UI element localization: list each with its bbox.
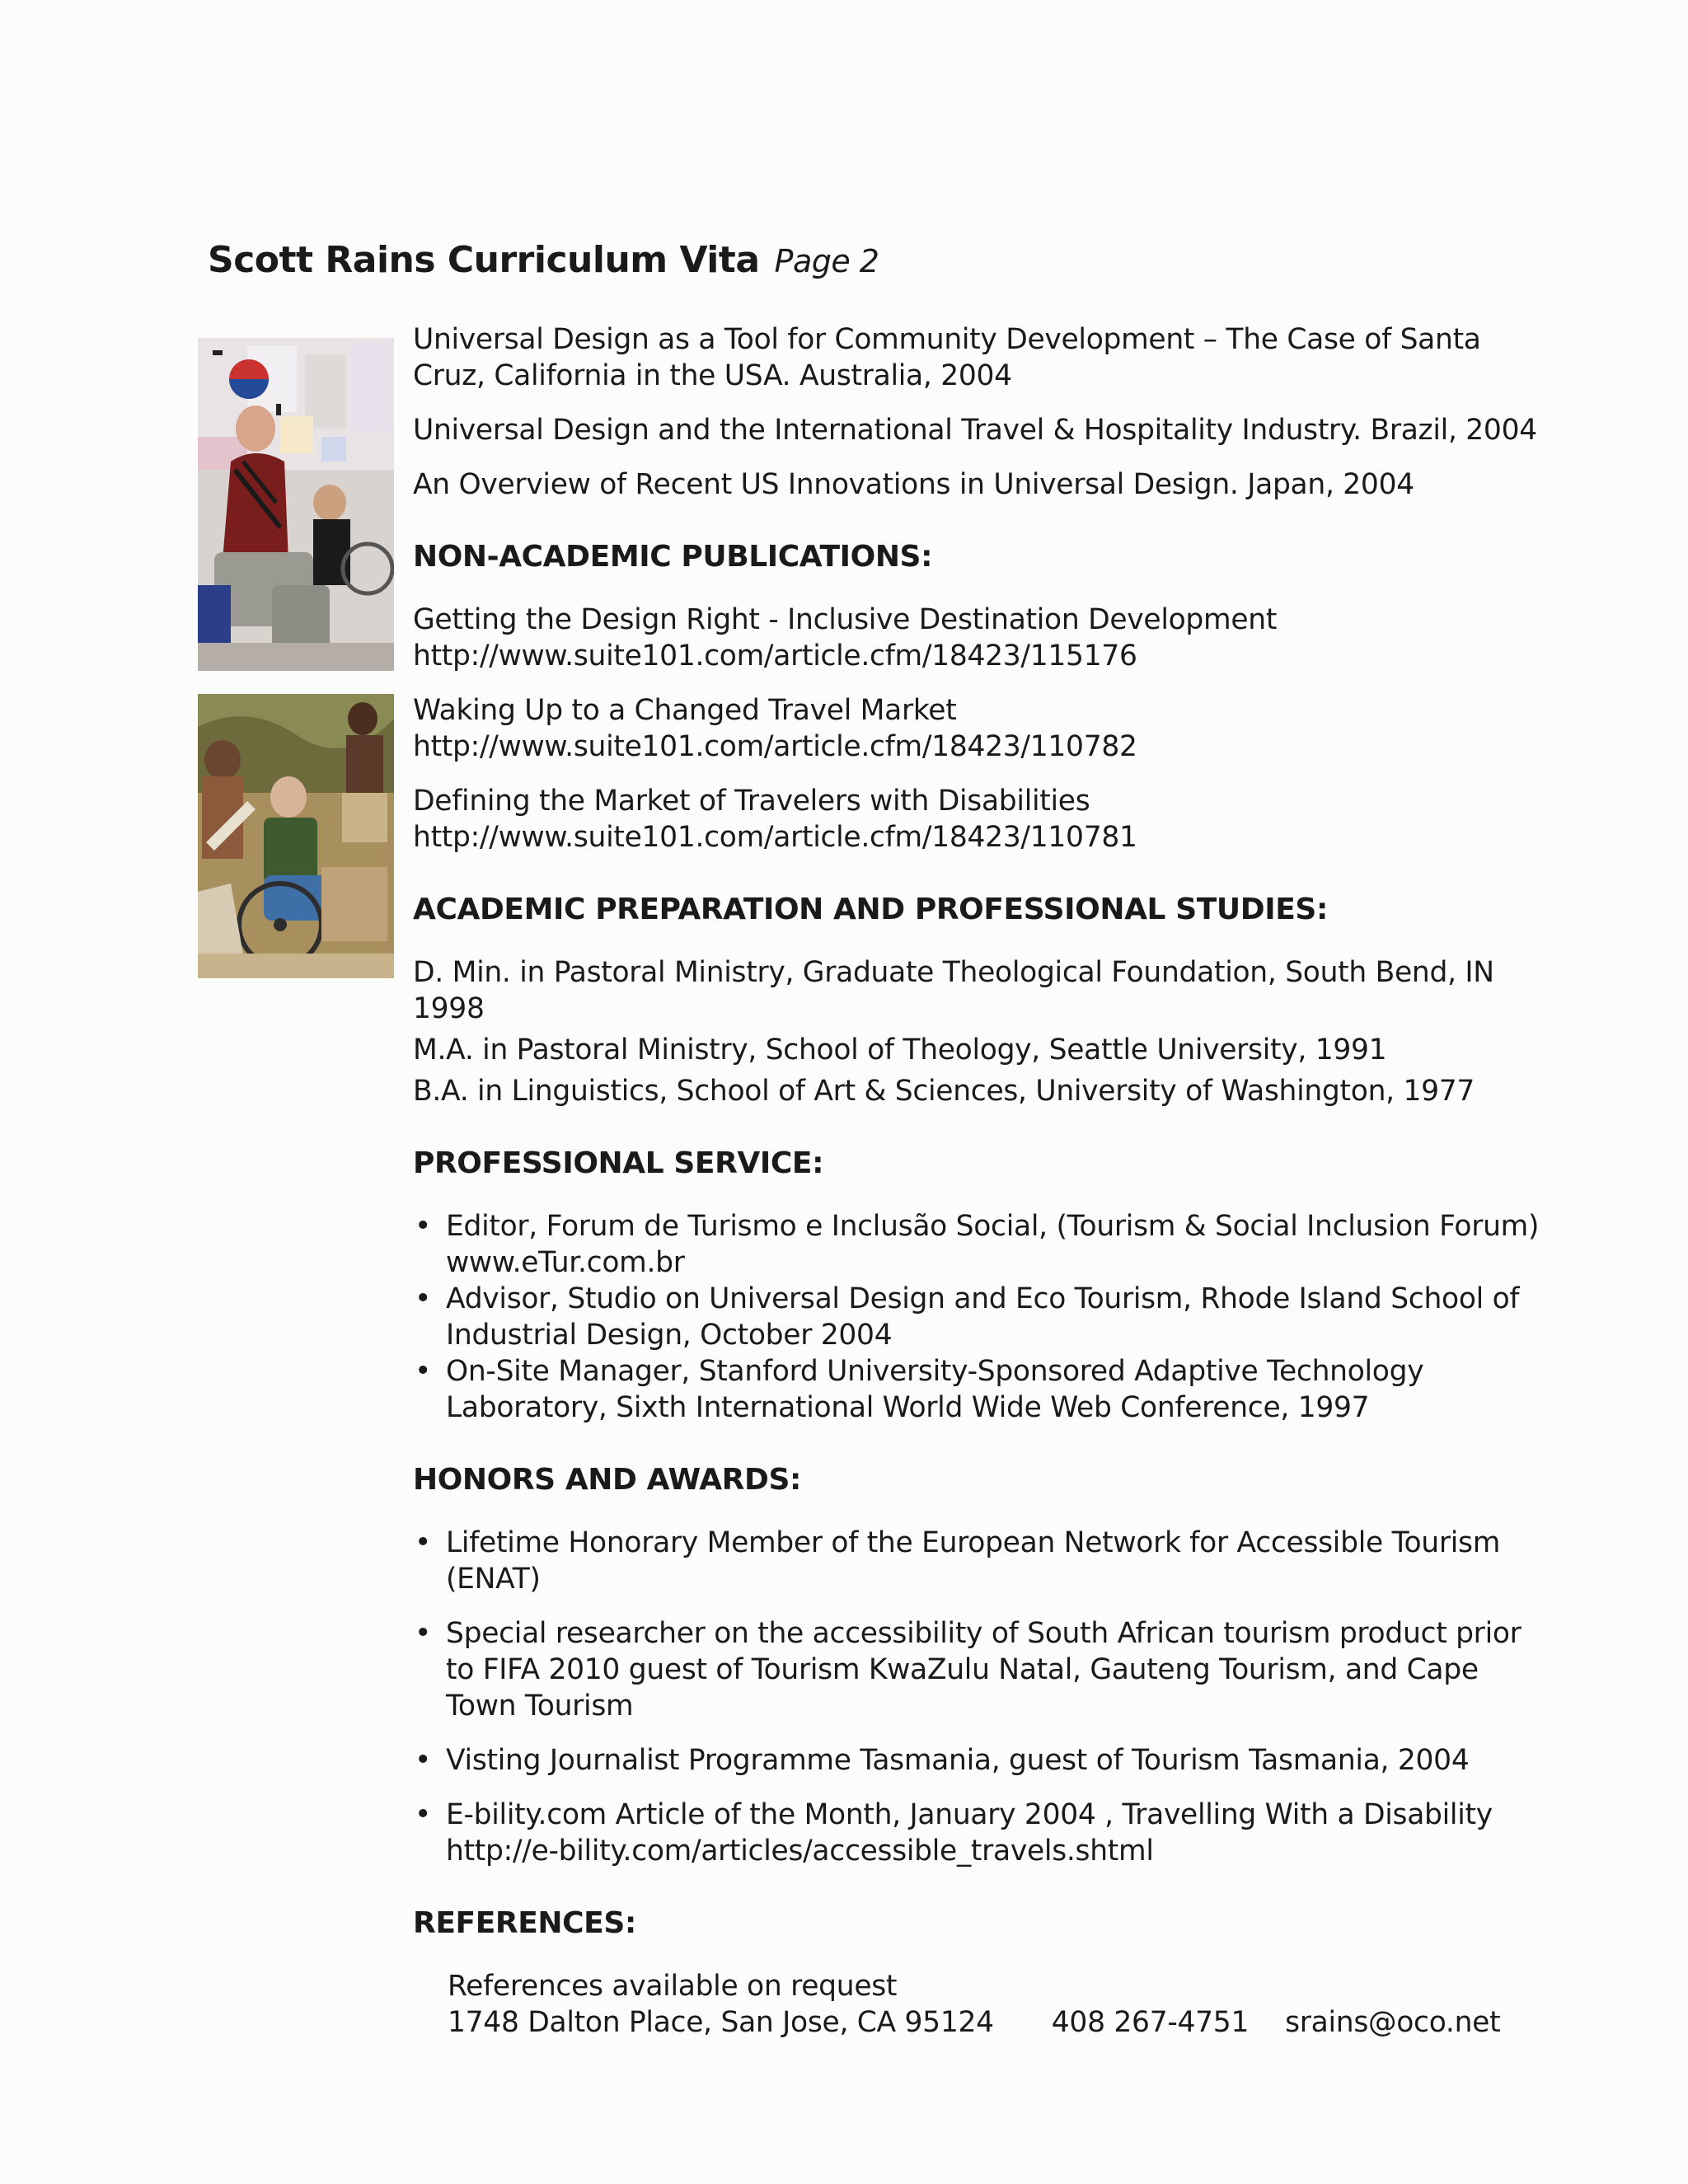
photo-africa-visit xyxy=(198,694,394,978)
service-heading: PROFESSIONAL SERVICE: xyxy=(413,1146,824,1180)
publication-item xyxy=(413,692,1550,765)
cv-title: Scott Rains Curriculum Vita xyxy=(208,239,760,281)
service-item: • On-Site Manager, Stanford University-Sponsored Adaptive Technology Laboratory, Sixth International World Wide Web Conference, 1997 xyxy=(413,1353,1550,1426)
publication-title: Getting the Design Right - Inclusive Destination Development xyxy=(413,603,1278,636)
publication-item xyxy=(413,783,1550,855)
contact-phone: 408 267-4751 xyxy=(1051,2006,1250,2039)
cv-content xyxy=(413,321,1550,2041)
page-number: Page 2 xyxy=(774,243,879,279)
publication-link[interactable]: http://www.suite101.com/article.cfm/18423/110781 xyxy=(413,821,1137,854)
honors-list xyxy=(413,1525,1550,1869)
service-item: • Editor, Forum de Turismo e Inclusão Social, (Tourism & Social Inclusion Forum) www.eTur.com.br xyxy=(413,1208,1550,1281)
honors-heading: HONORS AND AWARDS: xyxy=(413,1463,801,1497)
degree-item: M.A. in Pastoral Ministry, School of Theology, Seattle University, 1991 xyxy=(413,1033,1387,1066)
publication-title: Defining the Market of Travelers with Disabilities xyxy=(413,785,1090,818)
photo1-image xyxy=(198,338,394,671)
honor-item: • Special researcher on the accessibility of South African tourism product prior to FIFA 2010 guest of Tourism KwaZulu Natal, Gauteng Tourism, and Cape Town Tourism xyxy=(413,1615,1550,1724)
photo2-image xyxy=(198,694,394,978)
references-note: References available on request xyxy=(448,1970,898,2003)
publication-link[interactable]: http://www.suite101.com/article.cfm/18423/115176 xyxy=(413,640,1137,673)
degree-item: D. Min. in Pastoral Ministry, Graduate Theological Foundation, South Bend, IN 1998 xyxy=(413,956,1494,1025)
academic-heading: ACADEMIC PREPARATION AND PROFESSIONAL STUDIES: xyxy=(413,893,1328,926)
publication-link[interactable]: http://www.suite101.com/article.cfm/18423/110782 xyxy=(413,730,1137,763)
presentation-item-2: Universal Design and the International Travel & Hospitality Industry. Brazil, 2004 xyxy=(413,414,1537,447)
contact-address: 1748 Dalton Place, San Jose, CA 95124 xyxy=(448,2006,994,2039)
service-list xyxy=(413,1208,1550,1426)
references-block xyxy=(413,1968,1550,2041)
publication-item xyxy=(413,602,1550,674)
contact-line xyxy=(448,2004,1550,2041)
degree-list xyxy=(413,954,1550,1109)
degree-item: B.A. in Linguistics, School of Art & Sciences, University of Washington, 1977 xyxy=(413,1075,1475,1108)
honor-item: • E-bility.com Article of the Month, January 2004 , Travelling With a Disability http://e-bility.com/articles/accessible_travels.shtml xyxy=(413,1797,1550,1869)
honor-item: • Visting Journalist Programme Tasmania, guest of Tourism Tasmania, 2004 xyxy=(413,1742,1550,1779)
page-header xyxy=(208,239,879,281)
presentation-item-3: An Overview of Recent US Innovations in Universal Design. Japan, 2004 xyxy=(413,468,1414,501)
service-item: • Advisor, Studio on Universal Design and Eco Tourism, Rhode Island School of Industrial Design, October 2004 xyxy=(413,1281,1550,1353)
publication-title: Waking Up to a Changed Travel Market xyxy=(413,694,957,727)
contact-email[interactable]: srains@oco.net xyxy=(1285,2006,1501,2039)
honor-item: • Lifetime Honorary Member of the European Network for Accessible Tourism (ENAT) xyxy=(413,1525,1550,1597)
references-heading: REFERENCES: xyxy=(413,1906,636,1940)
presentation-item-1: Universal Design as a Tool for Community Development – The Case of Santa Cruz, California in the USA. Australia, 2004 xyxy=(413,323,1481,392)
non-academic-heading: NON-ACADEMIC PUBLICATIONS: xyxy=(413,540,933,574)
photo-korea-visit xyxy=(198,338,394,671)
